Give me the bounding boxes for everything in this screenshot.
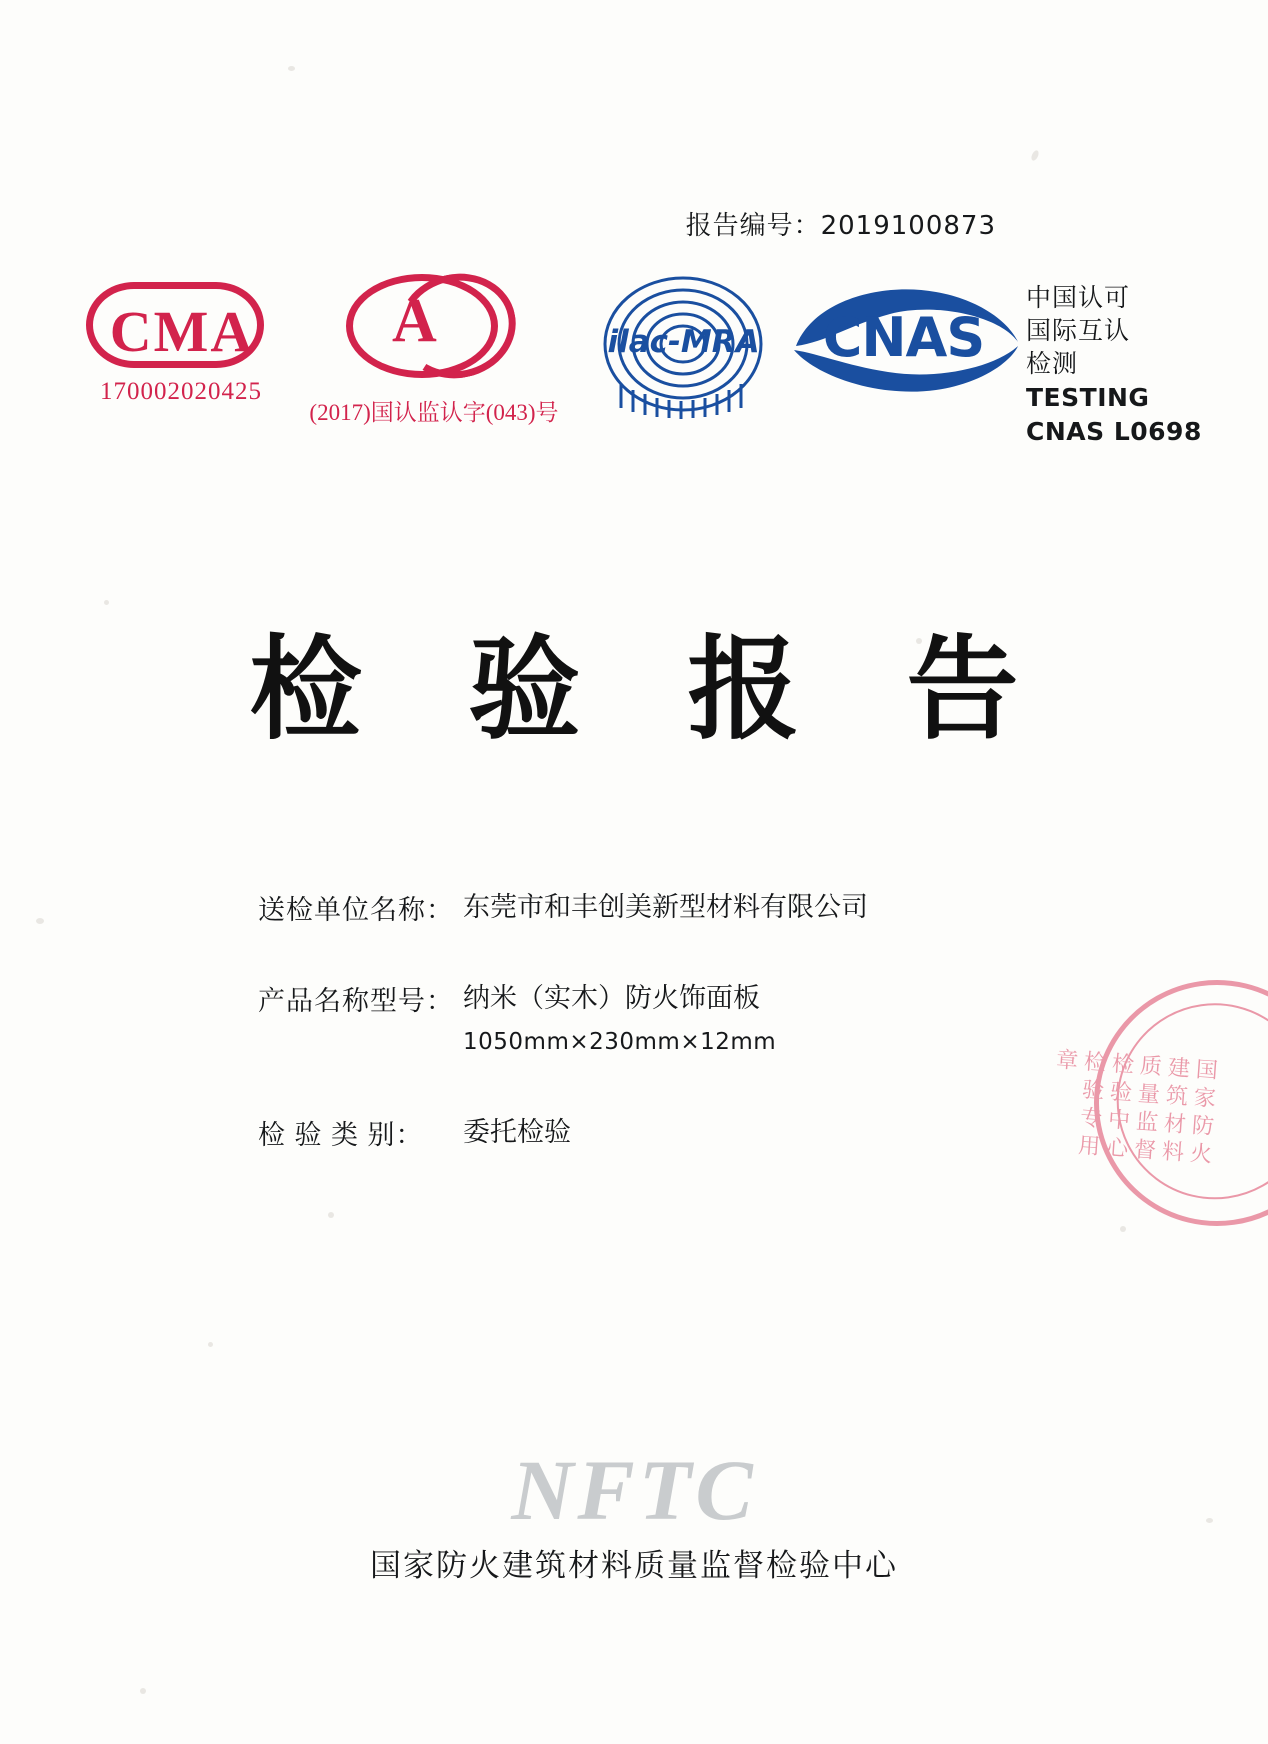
cnas-logo [786, 280, 1016, 400]
field-label-client: 送检单位名称： [258, 895, 454, 925]
organization-name: 国家防火建筑材料质量监督检验中心 [370, 1548, 898, 1583]
paper-speck [328, 1212, 334, 1218]
cnas-line-2: 国际互认 [1026, 317, 1131, 345]
official-seal [1052, 964, 1268, 1242]
paper-speck [208, 1342, 213, 1347]
paper-speck [36, 918, 44, 924]
cnas-accreditation-text [1026, 282, 1216, 449]
field-value-client: 东莞市和丰创美新型材料有限公司 [463, 892, 868, 922]
cnas-text-mark: CNAS [822, 306, 985, 369]
ilac-mra-logo [591, 272, 776, 422]
field-value-category: 委托检验 [463, 1117, 571, 1147]
cma-mark-text: CMA [109, 299, 255, 364]
nftc-logo: NFTC [511, 1442, 757, 1538]
cal-logo [304, 274, 564, 427]
paper-speck [1120, 1226, 1126, 1232]
field-label-product: 产品名称型号： [258, 986, 454, 1016]
report-number-label: 报告编号： [685, 211, 821, 241]
cnas-line-1: 中国认可 [1026, 284, 1131, 312]
field-row [258, 1113, 1058, 1152]
paper-speck [140, 1688, 146, 1694]
cnas-line-4: TESTING [1026, 383, 1150, 412]
cnas-line-3: 检测 [1026, 350, 1079, 378]
seal-text: 国家防火建筑材料质量监督检验中心检验专用章 [1052, 1047, 1220, 1171]
paper-speck [1030, 149, 1040, 162]
report-number [686, 205, 996, 242]
paper-speck [288, 66, 295, 71]
field-value-product-name: 纳米（实木）防火饰面板 [463, 983, 760, 1013]
cma-logo [86, 282, 276, 406]
report-number-value: 2019100873 [820, 211, 996, 241]
cma-mark-icon [86, 282, 264, 368]
ilac-mra-text: ilac-MRA [607, 324, 760, 360]
report-fields [258, 888, 1058, 1204]
cal-mark-text: A [392, 287, 437, 355]
field-row [258, 979, 1058, 1061]
cal-mark-icon [346, 274, 522, 384]
field-row [258, 888, 1058, 927]
field-label-category: 检 验 类 别： [258, 1120, 424, 1150]
field-value-product-size: 1050mm×230mm×12mm [463, 1029, 777, 1055]
field-value-product [463, 979, 776, 1061]
page-title: 检 验 报 告 [249, 625, 1053, 755]
cal-code: (2017)国认监认字(043)号 [309, 400, 559, 425]
cnas-line-5: CNAS L0698 [1026, 417, 1202, 446]
accreditation-logos [86, 272, 1202, 446]
cma-code: 170002020425 [100, 378, 262, 405]
